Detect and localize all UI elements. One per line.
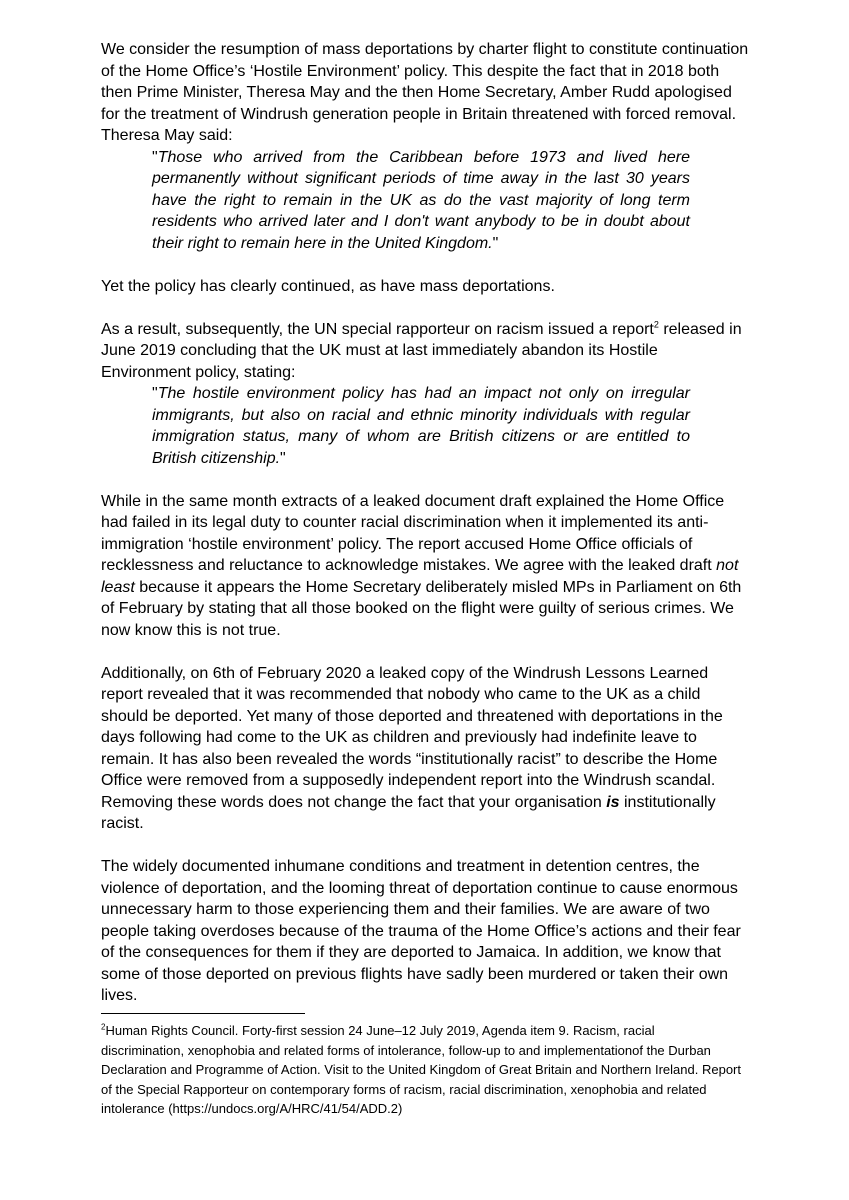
quote-open-mark: " bbox=[152, 385, 158, 402]
paragraph-text: As a result, subsequently, the UN special rapporteur on racism issued a report bbox=[101, 320, 654, 338]
paragraph-detention-conditions: The widely documented inhumane conditions and treatment in detention centres, the violence of deportation, and the looming threat of deportation continue to cause enormous unnecessary harm to those experiencing them and their families. We are aware of two people taking overdoses because of the trauma of the Home Office’s actions and their fear of the consequences for them if they are deported to Jamaica. In addition, we know that some of those deported on previous flights have sadly been murdered or taken their own lives. bbox=[101, 858, 741, 1004]
quote-close-mark: " bbox=[492, 234, 499, 252]
paragraph-text: While in the same month extracts of a leaked document draft explained the Home Office had failed in its legal duty to counter racial discrimination when it implemented its anti-immigration ‘hostile environment’ policy. The report accused Home Office officials of recklessness and reluctance to acknowledge mistakes. We agree with the leaked draft bbox=[101, 492, 725, 574]
quote-theresa-may bbox=[152, 147, 690, 255]
paragraph-text: institutionally racist. bbox=[101, 793, 716, 832]
footnote-reference[interactable]: 2 bbox=[653, 319, 659, 330]
quote-close-mark: " bbox=[280, 449, 286, 467]
emphasis-not-least: not least bbox=[101, 557, 739, 596]
paragraph-un-rapporteur bbox=[101, 319, 751, 384]
paragraph-text: Additionally, on 6th of February 2020 a leaked copy of the Windrush Lessons Learned report revealed that it was recommended that nobody who came to the UK as a child should be deported. Yet many of those deported and threatened with deportations in the days following had come to the UK as children and previously had indefinite leave to remain. It has also been revealed the words “institutionally racist” to describe the Home Office were removed from a supposedly independent report into the Windrush scandal. Removing these words does not change the fact that your organisation bbox=[101, 664, 723, 811]
paragraph-leaked-draft bbox=[101, 491, 751, 642]
footnote bbox=[101, 1021, 741, 1119]
quote-un-rapporteur bbox=[152, 383, 690, 469]
footnote-number: 2 bbox=[101, 1022, 106, 1032]
paragraph-policy-continued: Yet the policy has clearly continued, as have mass deportations. bbox=[101, 277, 555, 295]
paragraph-hostile-environment: We consider the resumption of mass deportations by charter flight to constitute continuation of the Home Office’s ‘Hostile Environment’ policy. This despite the fact that in 2018 both then Prime Minister, Theresa May and the then Home Secretary, Amber Rudd apologised for the treatment of Windrush generation people in Britain threatened with forced removal. Theresa May said: bbox=[101, 41, 749, 144]
paragraph-text: released in June 2019 concluding that the UK must at last immediately abandon its Hostile Environment policy, stating: bbox=[101, 320, 742, 381]
quote-text: Those who arrived from the Caribbean before 1973 and lived here permanently without significant periods of time away in the last 30 years have the right to remain in the UK as do the vast majority of long term residents who arrived later and I don't want anybody to be in doubt about their right to remain here in the United Kingdom. bbox=[152, 148, 690, 252]
paragraph-windrush-lessons bbox=[101, 663, 751, 835]
footnote-separator bbox=[101, 1013, 305, 1014]
quote-open-mark: " bbox=[152, 148, 158, 166]
quote-text: The hostile environment policy has had an impact not only on irregular immigrants, but also on racial and ethnic minority individuals with regular immigration status, many of whom are British citizens or are entitled to British citizenship. bbox=[152, 385, 690, 467]
paragraph-text: because it appears the Home Secretary deliberately misled MPs in Parliament on 6th of February by stating that all those booked on the flight were guilty of serious crimes. We now know this is not true. bbox=[101, 578, 742, 639]
footnote-text: Human Rights Council. Forty-first session 24 June–12 July 2019, Agenda item 9. Racism, racial discrimination, xenophobia and related forms of intolerance, follow-up to and implementationof the Durban Declaration and Programme of Action. Visit to the United Kingdom of Great Britain and Northern Ireland. Report of the Special Rapporteur on contemporary forms of racism, racial discrimination, xenophobia and related intolerance (https://undocs.org/A/HRC/41/54/ADD.2) bbox=[101, 1023, 741, 1116]
emphasis-is: is bbox=[606, 793, 620, 811]
document-body bbox=[101, 39, 751, 1028]
